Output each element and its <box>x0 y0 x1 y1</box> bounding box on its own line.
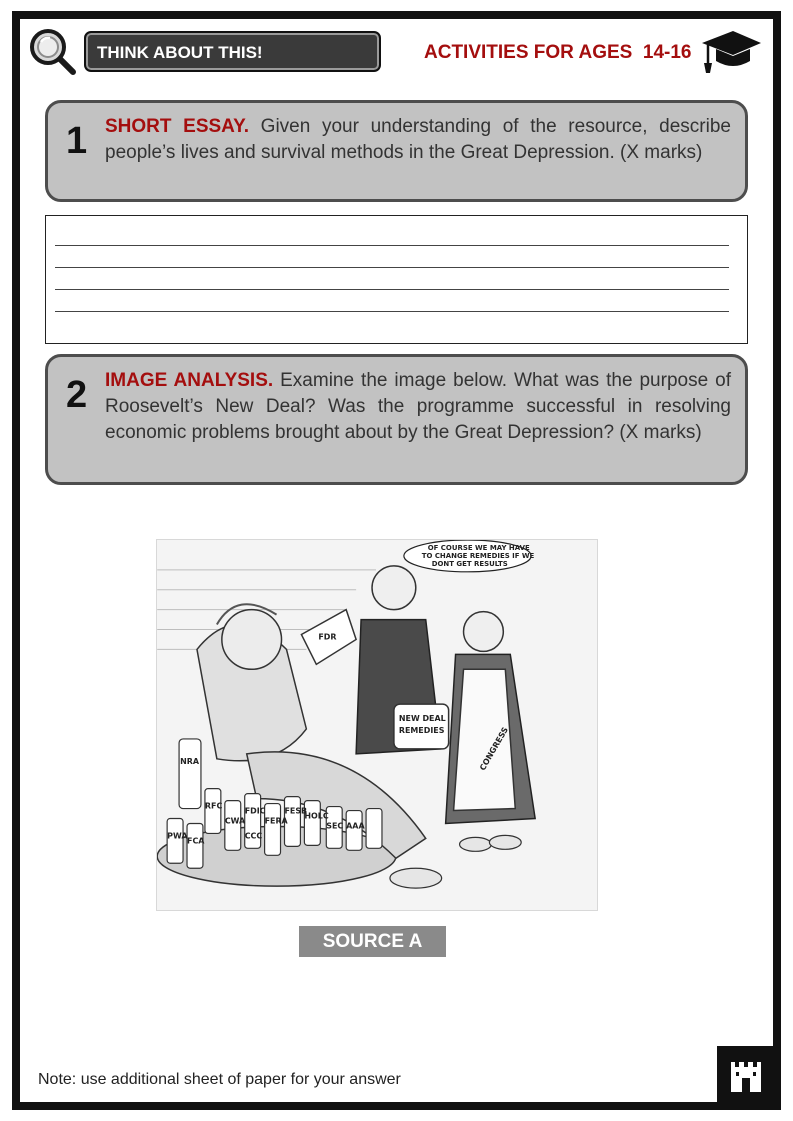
cartoon-bottle-label: AAA <box>346 821 365 831</box>
question-2-number: 2 <box>66 374 88 416</box>
new-deal-cartoon-image <box>156 539 598 911</box>
cartoon-bottle-label: SEC <box>326 821 344 831</box>
question-1-text: Given your understanding of the resource, describe people’s lives and survival methods in the Great Depression. (X marks) <box>105 116 731 163</box>
question-1-prompt <box>105 114 731 166</box>
cartoon-bottle-label: CWA <box>224 816 246 826</box>
answer-line <box>55 311 729 312</box>
cartoon-bubble-line: TO CHANGE REMEDIES IF WE <box>421 551 535 560</box>
cartoon-bag-line: NEW DEAL <box>398 714 446 724</box>
question-2-prompt <box>105 368 731 446</box>
source-label: SOURCE A <box>299 926 446 957</box>
answer-line <box>55 267 729 268</box>
graduation-cap-icon <box>700 27 762 75</box>
cartoon-bottle-label: NRA <box>180 756 199 766</box>
cartoon-bottle-label: HOLC <box>304 811 329 821</box>
answer-area[interactable] <box>45 215 748 344</box>
question-1-number: 1 <box>66 120 88 162</box>
question-2-label: IMAGE ANALYSIS. <box>105 370 274 391</box>
answer-line <box>55 245 729 246</box>
castle-icon <box>717 1046 774 1102</box>
cartoon-bottle-label: PWA <box>167 831 188 841</box>
castle-logo <box>717 1046 774 1102</box>
cartoon-bottle-label: FDIC <box>244 806 266 816</box>
cartoon-hat-label: FDR <box>318 632 337 642</box>
cartoon-bottle-label: FERA <box>264 816 288 826</box>
cartoon-bottle-label: FCA <box>187 836 205 846</box>
cartoon-apron-label: CONGRESS <box>478 725 510 773</box>
answer-line <box>55 289 729 290</box>
cartoon-bottle-label: FESB <box>284 806 308 816</box>
think-about-this-tag: THINK ABOUT THIS! <box>84 31 381 72</box>
cartoon-bubble-line: OF COURSE WE MAY HAVE <box>427 543 530 552</box>
footer-note: Note: use additional sheet of paper for your answer <box>38 1071 401 1088</box>
question-2-text: Examine the image below. What was the purpose of Roosevelt’s New Deal? Was the programme successful in resolving economic problems brought about by the Great Depression? (X marks) <box>105 370 731 443</box>
question-1-label: SHORT ESSAY. <box>105 116 250 137</box>
cartoon-bottle-label: RFC <box>204 801 223 811</box>
cartoon-bottle-label: CCC <box>244 831 263 841</box>
activities-age-title: ACTIVITIES FOR AGES 14-16 <box>424 42 692 63</box>
search-icon <box>28 27 78 77</box>
cartoon-bag-line: REMEDIES <box>398 725 445 735</box>
question-2-box <box>45 354 748 485</box>
cartoon-bubble-line: DONT GET RESULTS <box>431 559 508 568</box>
question-1-box <box>45 100 748 202</box>
